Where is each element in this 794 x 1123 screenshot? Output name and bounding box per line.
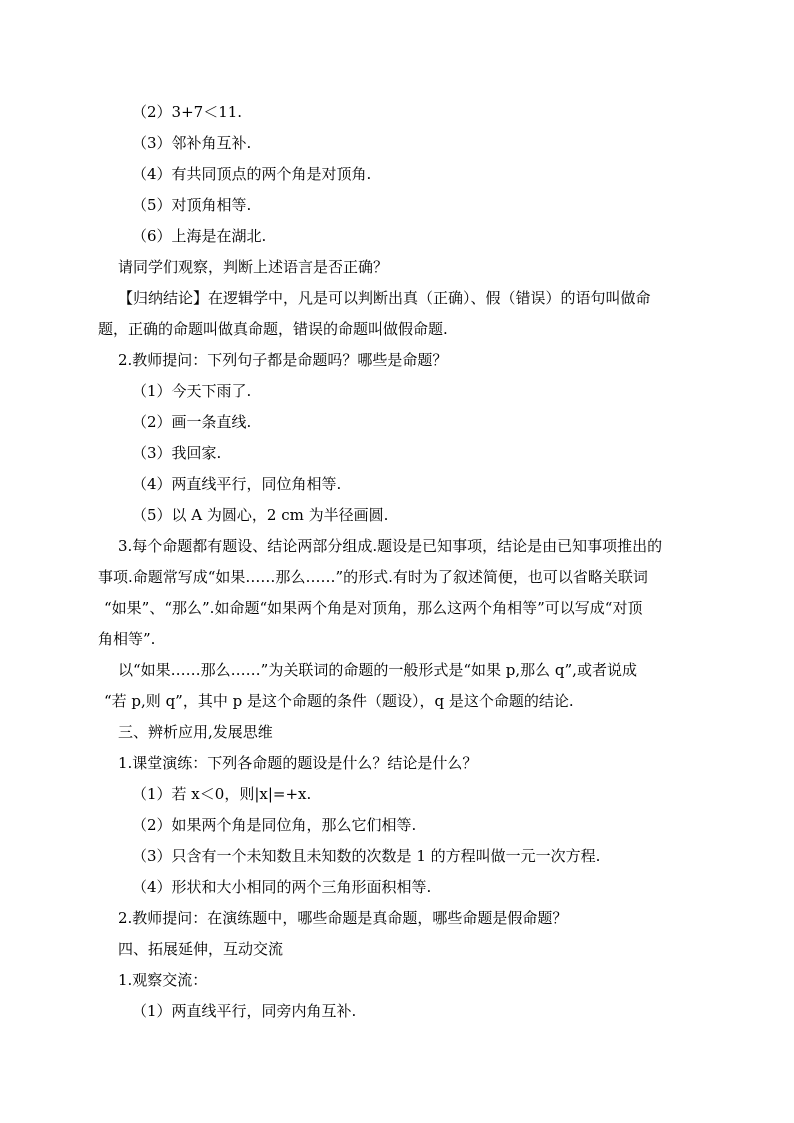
paragraph-line: 2.教师提问：下列句子都是命题吗？哪些是命题？ [118,351,448,369]
paragraph-line: 1.观察交流： [118,971,208,989]
paragraph-line: 角相等”. [98,630,156,648]
paragraph-line: （3）邻补角互补. [132,134,252,152]
paragraph-line: （3）我回家. [132,444,222,462]
paragraph-line: （2）3+7＜11. [132,103,243,121]
paragraph-line: （5）以 A 为圆心，2 cm 为半径画圆. [132,506,389,524]
paragraph-line: 以“如果……那么……”为关联词的命题的一般形式是“如果 p,那么 q”,或者说成 [118,661,637,679]
paragraph-line: （6）上海是在湖北. [132,227,267,245]
paragraph-line: （3）只含有一个未知数且未知数的次数是 1 的方程叫做一元一次方程. [132,847,601,865]
paragraph-line: 1.课堂演练：下列各命题的题设是什么？结论是什么？ [118,754,478,772]
paragraph-line: “若 p,则 q”，其中 p 是这个命题的条件（题设），q 是这个命题的结论. [104,692,574,710]
paragraph-line: （4）两直线平行，同位角相等. [132,475,342,493]
paragraph-line: 【归纳结论】在逻辑学中，凡是可以判断出真（正确）、假（错误）的语句叫做命 [118,289,651,307]
paragraph-line: 请同学们观察，判断上述语言是否正确？ [118,258,389,276]
paragraph-line: （2）如果两个角是同位角，那么它们相等. [132,816,417,834]
section-heading: 三、辨析应用,发展思维 [118,723,273,741]
paragraph-line: （4）形状和大小相同的两个三角形面积相等. [132,878,432,896]
paragraph-line: 3.每个命题都有题设、结论两部分组成.题设是已知事项，结论是由已知事项推出的 [118,537,663,555]
paragraph-line: “如果”、“那么”.如命题“如果两个角是对顶角，那么这两个角相等”可以写成“对顶 [104,599,643,617]
section-heading: 四、拓展延伸，互动交流 [118,940,284,958]
paragraph-line: （1）若 x＜0，则|x|=+x. [132,785,312,803]
paragraph-line: （4）有共同顶点的两个角是对顶角. [132,165,372,183]
paragraph-line: （5）对顶角相等. [132,196,252,214]
paragraph-line: （2）画一条直线. [132,413,252,431]
paragraph-line: （1）两直线平行，同旁内角互补. [132,1002,357,1020]
paragraph-line: （1）今天下雨了. [132,382,252,400]
paragraph-line: 2.教师提问：在演练题中，哪些命题是真命题，哪些命题是假命题？ [118,909,568,927]
paragraph-line: 事项.命题常写成“如果……那么……”的形式.有时为了叙述简便，也可以省略关联词 [98,568,648,586]
paragraph-line: 题，正确的命题叫做真命题，错误的命题叫做假命题. [98,320,448,338]
